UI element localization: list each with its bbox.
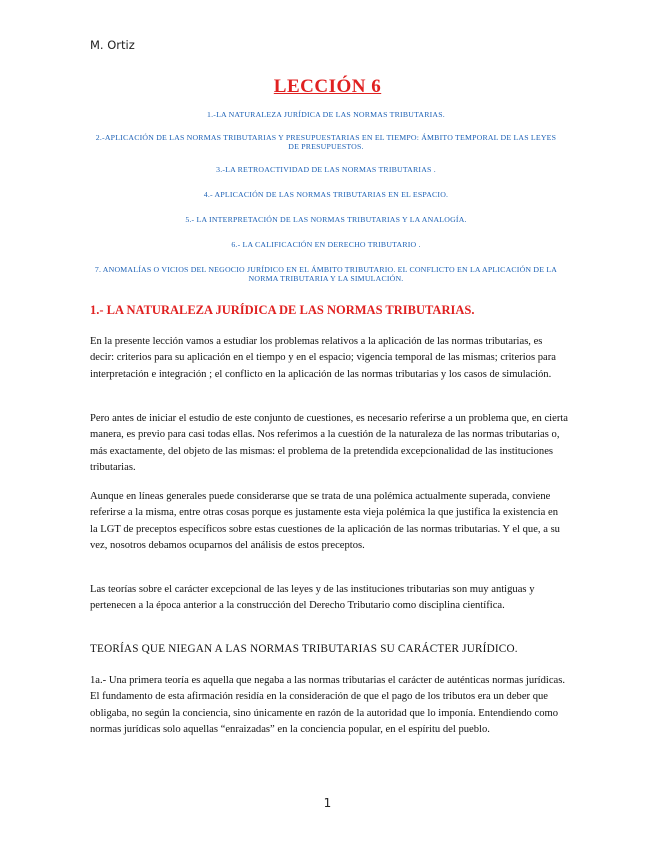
toc-item: 3.-LA RETROACTIVIDAD DE LAS NORMAS TRIBUTARIAS . — [216, 165, 436, 174]
paragraph: Las teorías sobre el carácter excepcional de las leyes y de las instituciones tributarias son muy antiguas y pertenecen a la época anterior a la construcción del Derecho Tributario como disciplina científica. — [90, 584, 535, 612]
author-header: M. Ortiz — [90, 38, 135, 52]
page-number: 1 — [323, 796, 332, 810]
toc-item: 6.- LA CALIFICACIÓN EN DERECHO TRIBUTARIO . — [231, 240, 421, 249]
subsection-heading: TEORÍAS QUE NIEGAN A LAS NORMAS TRIBUTARIAS SU CARÁCTER JURÍDICO. — [90, 643, 518, 655]
paragraph: En la presente lección vamos a estudiar los problemas relativos a la aplicación de las normas tributarias, es decir: criterios para su aplicación en el tiempo y en el espacio; vigencia temporal de las mismas; criterios para interpretación e integración ; el conflicto en la aplicación de las normas tributarias y los casos de simulación. — [90, 336, 556, 380]
toc-item: 1.-LA NATURALEZA JURÍDICA DE LAS NORMAS TRIBUTARIAS. — [207, 110, 445, 119]
toc-item: 7. ANOMALÍAS O VICIOS DEL NEGOCIO JURÍDICO EN EL ÁMBITO TRIBUTARIO. EL CONFLICTO EN LA APLICACIÓN DE LA NORMA TRIBUTARIA Y LA SIMULACIÓN. — [94, 265, 558, 283]
toc-item: 5.- LA INTERPRETACIÓN DE LAS NORMAS TRIBUTARIAS Y LA ANALOGÍA. — [185, 215, 467, 224]
paragraph: Pero antes de iniciar el estudio de este conjunto de cuestiones, es necesario referirse a un problema que, en cierta manera, es previo para casi todas ellas. Nos referimos a la cuestión de la naturaleza de las normas tributarias o, más exactamente, del objeto de las mismas: el problema de la pretendida excepcionalidad de las instituciones tributarias. — [90, 413, 568, 474]
toc-item: 4.- APLICACIÓN DE LAS NORMAS TRIBUTARIAS EN EL ESPACIO. — [203, 190, 449, 199]
section-heading: 1.- LA NATURALEZA JURÍDICA DE LAS NORMAS TRIBUTARIAS. — [90, 303, 475, 317]
lesson-title: LECCIÓN 6 — [273, 76, 382, 97]
toc-item: 2.-APLICACIÓN DE LAS NORMAS TRIBUTARIAS Y PRESUPUESTARIAS EN EL TIEMPO: ÁMBITO TEMPORAL DE LAS LEYES DE PRESUPUESTOS. — [95, 133, 557, 151]
table-of-contents — [90, 110, 562, 283]
paragraph: Aunque en líneas generales puede considerarse que se trata de una polémica actualmente superada, conviene referirse a la misma, entre otras cosas porque es justamente esta vieja polémica la que justifica la existencia en la LGT de preceptos específicos sobre estas cuestiones de la aplicación de las normas tributarias. Y el que, a su vez, nosotros debamos ocuparnos del análisis de estos preceptos. — [90, 491, 560, 552]
paragraph: 1a.- Una primera teoría es aquella que negaba a las normas tributarias el carácter de auténticas normas jurídicas. El fundamento de esta afirmación residía en la consideración de que el pago de los tributos era un deber que obligaba, no según la conciencia, sino únicamente en razón de la autoridad que lo imponía. Entendiendo como normas jurídicas solo aquellas “enraizadas” en la conciencia popular, en el espíritu del pueblo. — [90, 675, 566, 736]
